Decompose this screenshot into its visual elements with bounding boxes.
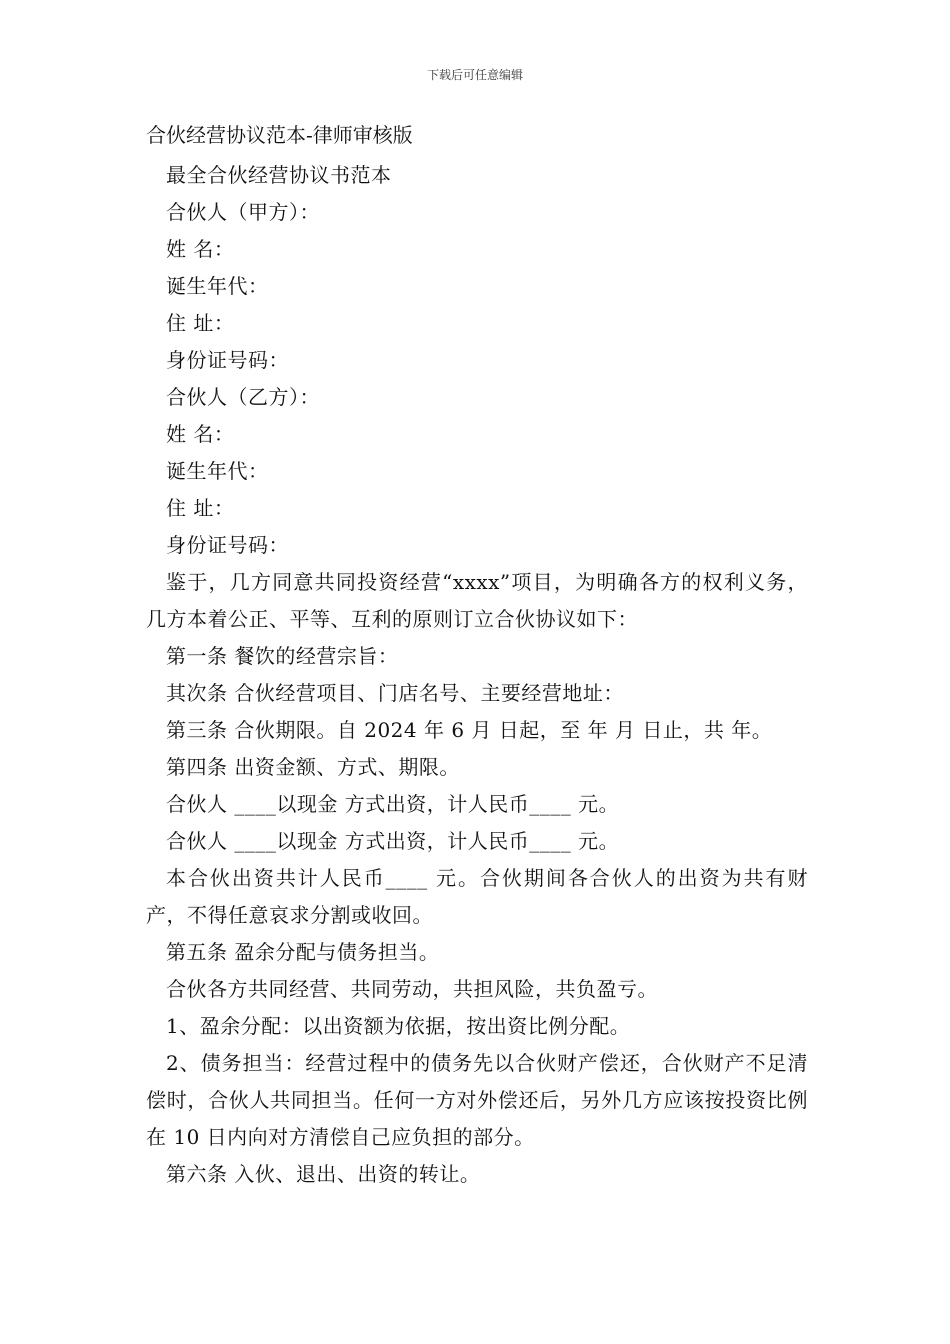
paragraph: 姓 名： (166, 237, 235, 261)
paragraph: 诞生年代： (166, 459, 269, 483)
paragraph: 姓 名： (166, 422, 235, 446)
paragraph: 合伙人 ____以现金 方式出资，计人民币____ 元。 (166, 829, 620, 853)
paragraph: 合伙各方共同经营、共同劳动，共担风险，共负盈亏。 (166, 977, 658, 1001)
paragraph: 住 址： (166, 496, 235, 520)
paragraph: 第六条 入伙、退出、出资的转让。 (166, 1162, 481, 1186)
paragraph: 第四条 出资金额、方式、期限。 (166, 755, 460, 779)
paragraph: 1、盈余分配：以出资额为依据，按出资比例分配。 (166, 1014, 631, 1038)
paragraph: 其次条 合伙经营项目、门店名号、主要经营地址： (166, 681, 624, 705)
paragraph: 最全合伙经营协议书范本 (166, 163, 392, 187)
paragraph: 住 址： (166, 311, 235, 335)
paragraph: 2、债务担当：经营过程中的债务先以合伙财产偿还，合伙财产不足清偿时，合伙人共同担当。任何一方对外偿还后，另外几方应该按投资比例在 10 日内向对方清偿自己应负担的部分。 (146, 1051, 808, 1149)
paragraph: 鉴于，几方同意共同投资经营“xxxx”项目，为明确各方的权利义务，几方本着公正、平等、互利的原则订立合伙协议如下： (146, 570, 808, 631)
paragraph: 合伙人（乙方）： (166, 385, 320, 409)
paragraph: 合伙人（甲方）： (166, 200, 320, 224)
paragraph: 第五条 盈余分配与债务担当。 (166, 940, 440, 964)
paragraph: 本合伙出资共计人民币____ 元。合伙期间各合伙人的出资为共有财产，不得任意哀求分割或收回。 (146, 866, 808, 927)
document-body (146, 157, 808, 1193)
paragraph: 第一条 餐饮的经营宗旨： (166, 644, 399, 668)
paragraph: 第三条 合伙期限。自 2024 年 6 月 日起，至 年 月 日止，共 年。 (166, 718, 773, 742)
document-title: 合伙经营协议范本-律师审核版 (146, 123, 413, 147)
page-header-note: 下载后可任意编辑 (426, 68, 523, 82)
paragraph: 身份证号码： (166, 348, 289, 372)
paragraph: 诞生年代： (166, 274, 269, 298)
paragraph: 合伙人 ____以现金 方式出资，计人民币____ 元。 (166, 792, 620, 816)
paragraph: 身份证号码： (166, 533, 289, 557)
